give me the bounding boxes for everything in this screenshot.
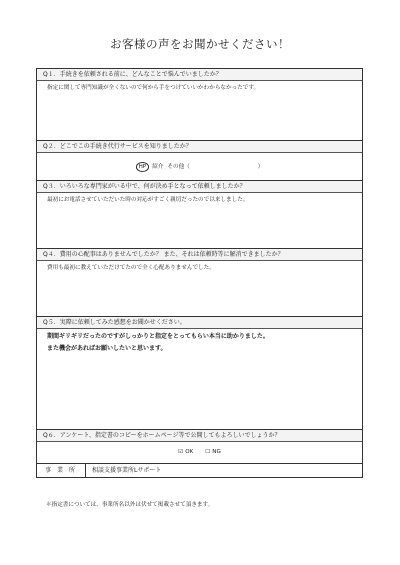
question-4: Q４．費用の心配事はありませんでしたか？ また、それは依頼時等に解消できましたか？: [37, 249, 362, 261]
answer-5-line-1: 期間ギリギリだったのですがしっかりと指定をとってもらい本当に助かりました。: [47, 333, 269, 340]
ng-checkbox-icon: ☐: [205, 449, 211, 455]
footnote: ＊指定書については、事業所名以外は伏せて掲載させて頂きます。: [46, 502, 214, 508]
answer-5: [37, 329, 362, 430]
page-title: お客様の声をお聞かせください！: [110, 37, 290, 51]
answer-6: [37, 442, 362, 463]
answer-1: 指定に関して専門知識が全くないので何から手をつけていいかわからなかったです。: [37, 81, 362, 141]
survey-form: [36, 68, 363, 478]
office-label: 事 業 所: [37, 464, 86, 477]
office-value: 相談支援事業所Lサポート: [92, 467, 162, 474]
question-5: Q５．実際に依頼してみた感想をお聞かせください。: [37, 317, 362, 329]
ok-label: OK: [185, 449, 194, 455]
answer-3: 最初にお電話させていただいた時の対応がすごく親切だったので以来しました。: [37, 193, 362, 249]
question-2: Q２．どこでこの手続き代行サービスを知りましたか？: [37, 141, 362, 153]
question-6: Q６．アンケート、指定書のコピーをホームページ等で公開してもよろしいでしょうか？: [37, 430, 362, 442]
ok-checkbox-icon: ☑: [178, 449, 184, 455]
office-row: [37, 463, 362, 477]
answer-2: [37, 153, 362, 181]
question-3: Q３．いろいろな専門家がいる中で、何が決め手となって依頼しましたか？: [37, 181, 362, 193]
ng-label: NG: [212, 449, 221, 455]
question-1: Q１．手続きを依頼される前に、どんなことで悩んでいましたか？: [37, 69, 362, 81]
answer-5-line-2: また機会があればお願いしたいと思います。: [47, 345, 167, 352]
hp-circled-option: HP: [136, 162, 150, 172]
referral-option: 紹介: [152, 164, 164, 170]
other-option: その他（: [167, 164, 190, 170]
answer-4: 費用も最初に教えていただけてたので全く心配ありませんでした。: [37, 261, 362, 317]
other-close-paren: ）: [257, 164, 264, 170]
